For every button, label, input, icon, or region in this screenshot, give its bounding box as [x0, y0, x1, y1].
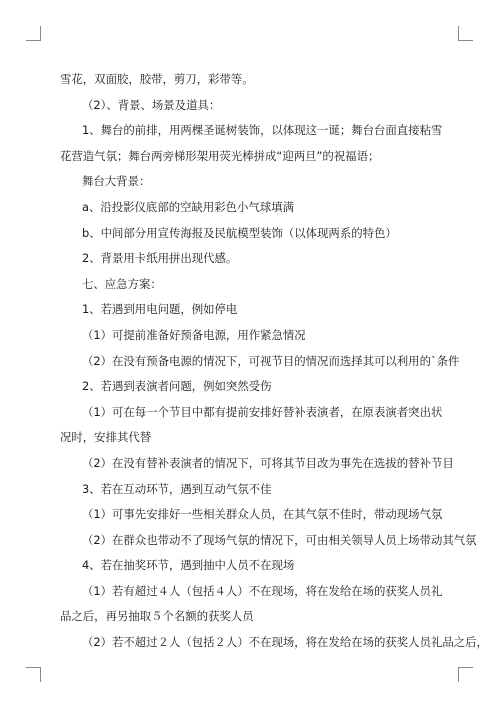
paragraph: （2）在群众也带动不了现场气氛的情况下，可由相关领导人员上场带动其气氛	[82, 532, 477, 547]
document-body	[60, 67, 488, 656]
crop-mark-top-left	[26, 26, 41, 41]
paragraph: 3、若在互动环节，遇到互动气氛不佳	[82, 481, 272, 496]
paragraph: （1）可提前准备好预备电源，用作紧急情况	[82, 327, 306, 342]
crop-mark-top-right	[458, 26, 473, 41]
paragraph: b、中间部分用宣传海报及民航模型装饰（以体现两系的特色）	[82, 225, 397, 240]
paragraph: a、沿投影仪底部的空缺用彩色小气球填满	[82, 199, 295, 214]
paragraph: （2）在没有替补表演者的情况下，可将其节目改为事先在选拔的替补节目	[82, 455, 454, 470]
paragraph: 1、舞台的前排，用两棵圣诞树装饰，以体现这一诞；舞台台面直接粘雪花营造气氛；舞台两旁梯形架用荧光棒拼成“迎两旦”的祝福语；	[60, 123, 443, 163]
paragraph: （1）可事先安排好一些相关群众人员，在其气氛不佳时，带动现场气氛	[82, 507, 443, 522]
crop-mark-bottom-right	[458, 667, 473, 682]
paragraph: （1）若有超过４人（包括４人）不在现场，将在发给在场的获奖人员礼品之后，再另抽取５个名额的获奖人员	[60, 583, 443, 624]
paragraph: （1）可在每一个节目中都有提前安排好替补表演者，在原表演者突出状况时，安排其代替	[60, 404, 443, 445]
paragraph: （2）、背景、场景及道具：	[82, 97, 221, 112]
paragraph: 雪花，双面胶，胶带，剪刀，彩带等。	[60, 72, 254, 86]
paragraph: 4、若在抽奖环节，遇到抽中人员不在现场	[82, 558, 295, 573]
paragraph: 2、若遇到表演者问题，例如突然受伤	[82, 379, 272, 394]
paragraph: （2）若不超过２人（包括２人）不在现场，将在发给在场的获奖人员礼品之后，	[82, 635, 488, 650]
crop-mark-bottom-left	[26, 667, 41, 682]
paragraph: 1、若遇到用电问题，例如停电	[82, 302, 238, 317]
paragraph: 七、应急方案：	[82, 276, 162, 291]
paragraph: 2、背景用卡纸用拼出现代感。	[82, 251, 238, 266]
paragraph: 舞台大背景：	[82, 174, 151, 189]
paragraph: （2）在没有预备电源的情况下，可视节目的情况而选择其可以利用的`条件	[82, 353, 460, 368]
